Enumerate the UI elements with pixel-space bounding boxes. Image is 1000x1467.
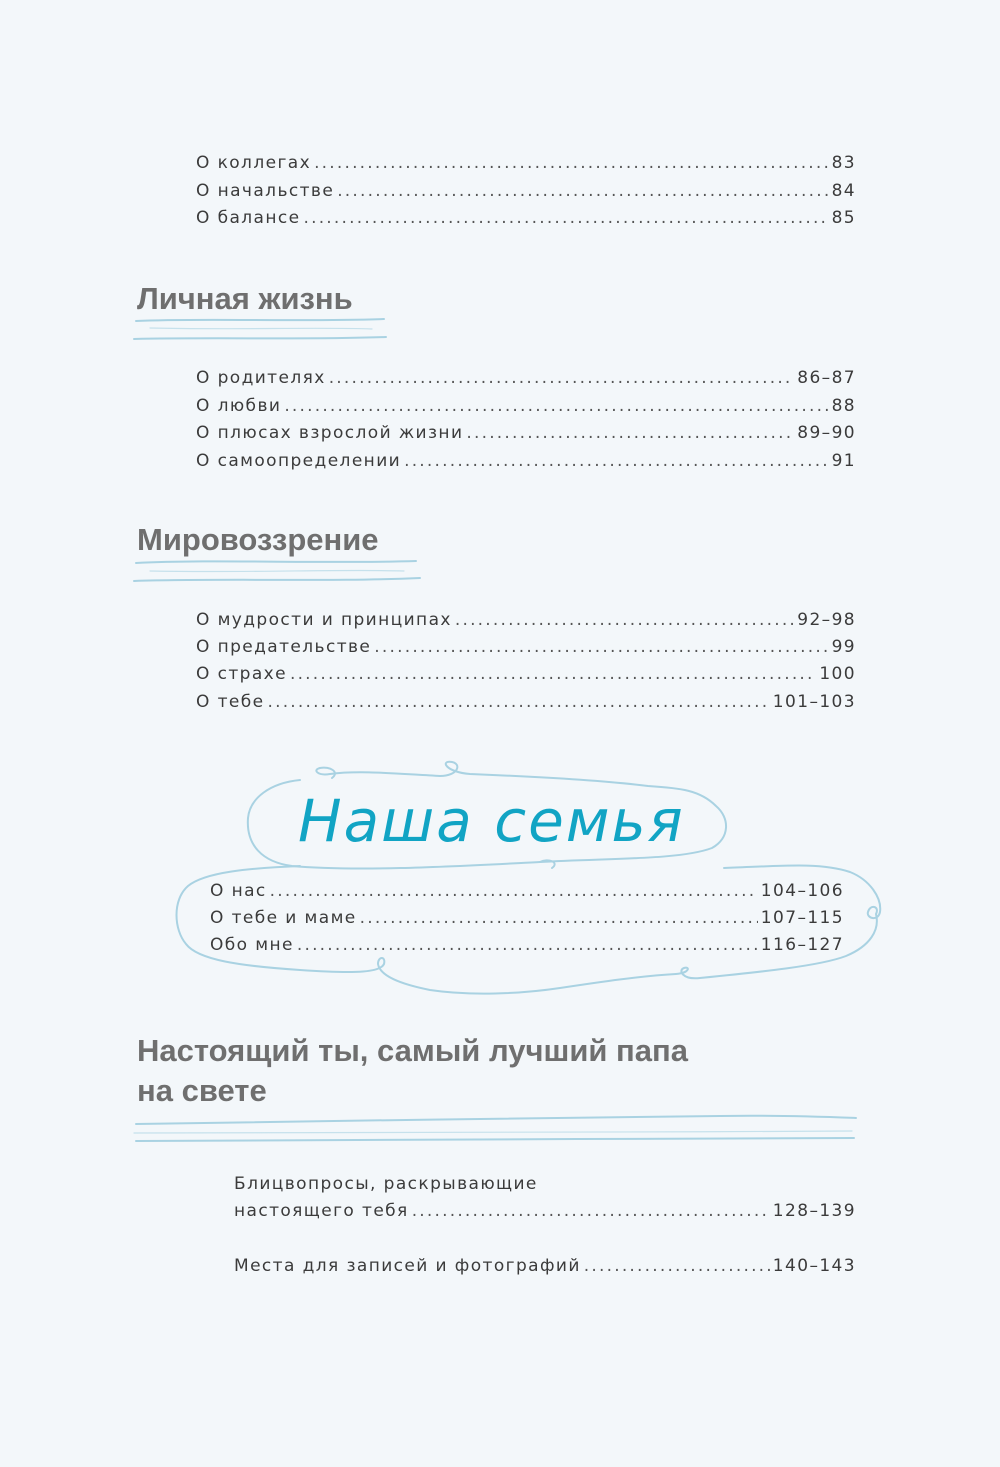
toc-entry[interactable]	[196, 365, 856, 391]
toc-entry[interactable]	[196, 689, 856, 715]
toc-entry[interactable]	[234, 1198, 856, 1224]
toc-entry-pages: 83	[831, 153, 856, 173]
dot-leader	[337, 178, 828, 204]
section-heading-family: Наша семья	[298, 787, 685, 855]
toc-entry-label: О тебе и маме	[210, 908, 357, 928]
toc-entry-label: О мудрости и принципах	[196, 610, 452, 630]
toc-entry-pages: 116–127	[760, 935, 844, 955]
toc-entry-label: настоящего тебя	[234, 1201, 409, 1221]
toc-entry-label: Места для записей и фотографий	[234, 1256, 581, 1276]
toc-entry-pages: 86–87	[797, 368, 856, 388]
toc-entry-pages: 99	[831, 637, 856, 657]
toc-entry-pages: 84	[831, 181, 856, 201]
dot-leader	[268, 689, 770, 715]
dot-leader	[412, 1198, 770, 1224]
dot-leader	[290, 661, 816, 687]
toc-entry-label: О плюсах взрослой жизни	[196, 423, 464, 443]
toc-entry-label: О балансе	[196, 208, 301, 228]
dot-leader	[455, 607, 794, 633]
toc-entry-pages: 140–143	[772, 1256, 856, 1276]
dot-leader	[270, 878, 758, 904]
toc-entry-pages: 101–103	[772, 692, 856, 712]
toc-entry-pages: 92–98	[797, 610, 856, 630]
toc-entry-pages: 91	[831, 451, 856, 471]
toc-entry[interactable]	[196, 150, 856, 176]
toc-entry[interactable]	[196, 661, 856, 687]
toc-entry-label: О страхе	[196, 664, 287, 684]
dot-leader	[360, 905, 758, 931]
toc-entry[interactable]	[210, 878, 844, 904]
dot-leader	[284, 393, 828, 419]
toc-entry-label: О родителях	[196, 368, 326, 388]
toc-entry-pages: 104–106	[760, 881, 844, 901]
toc-entry-continued-label	[234, 1171, 856, 1197]
dot-leader	[297, 932, 758, 958]
toc-entry-label: Обо мне	[210, 935, 294, 955]
toc-entry[interactable]	[196, 448, 856, 474]
section-heading-best-dad-line2: на свете	[137, 1073, 267, 1108]
toc-entry-pages: 100	[819, 664, 856, 684]
toc-entry-label: О предательстве	[196, 637, 372, 657]
toc-entry[interactable]	[196, 420, 856, 446]
toc-entry-label: О тебе	[196, 692, 265, 712]
toc-entry-pages: 89–90	[797, 423, 856, 443]
toc-entry[interactable]	[196, 205, 856, 231]
dot-leader	[329, 365, 795, 391]
dot-leader	[584, 1253, 770, 1279]
toc-entry-label: Блицвопросы, раскрывающие	[234, 1174, 538, 1194]
toc-entry-label: О любви	[196, 396, 282, 416]
toc-entry-label: О самоопределении	[196, 451, 402, 471]
toc-entry[interactable]	[196, 607, 856, 633]
toc-entry-pages: 107–115	[760, 908, 844, 928]
toc-entry[interactable]	[196, 393, 856, 419]
toc-entry[interactable]	[210, 932, 844, 958]
toc-entry-label: О нас	[210, 881, 267, 901]
toc-entry[interactable]	[196, 634, 856, 660]
dot-leader	[304, 205, 829, 231]
toc-entry[interactable]	[234, 1253, 856, 1279]
toc-entry-label: О начальстве	[196, 181, 335, 201]
dot-leader	[374, 634, 828, 660]
dot-leader	[466, 420, 794, 446]
section-heading-worldview: Мировоззрение	[137, 522, 379, 557]
dot-leader	[314, 150, 829, 176]
toc-entry-pages: 128–139	[772, 1201, 856, 1221]
toc-entry-pages: 88	[831, 396, 856, 416]
toc-entry-pages: 85	[831, 208, 856, 228]
section-heading-personal: Личная жизнь	[137, 281, 353, 316]
toc-entry[interactable]	[196, 178, 856, 204]
toc-entry-label: О коллегах	[196, 153, 312, 173]
dot-leader	[404, 448, 828, 474]
section-heading-best-dad-line1: Настоящий ты, самый лучший папа	[137, 1033, 688, 1068]
toc-entry[interactable]	[210, 905, 844, 931]
